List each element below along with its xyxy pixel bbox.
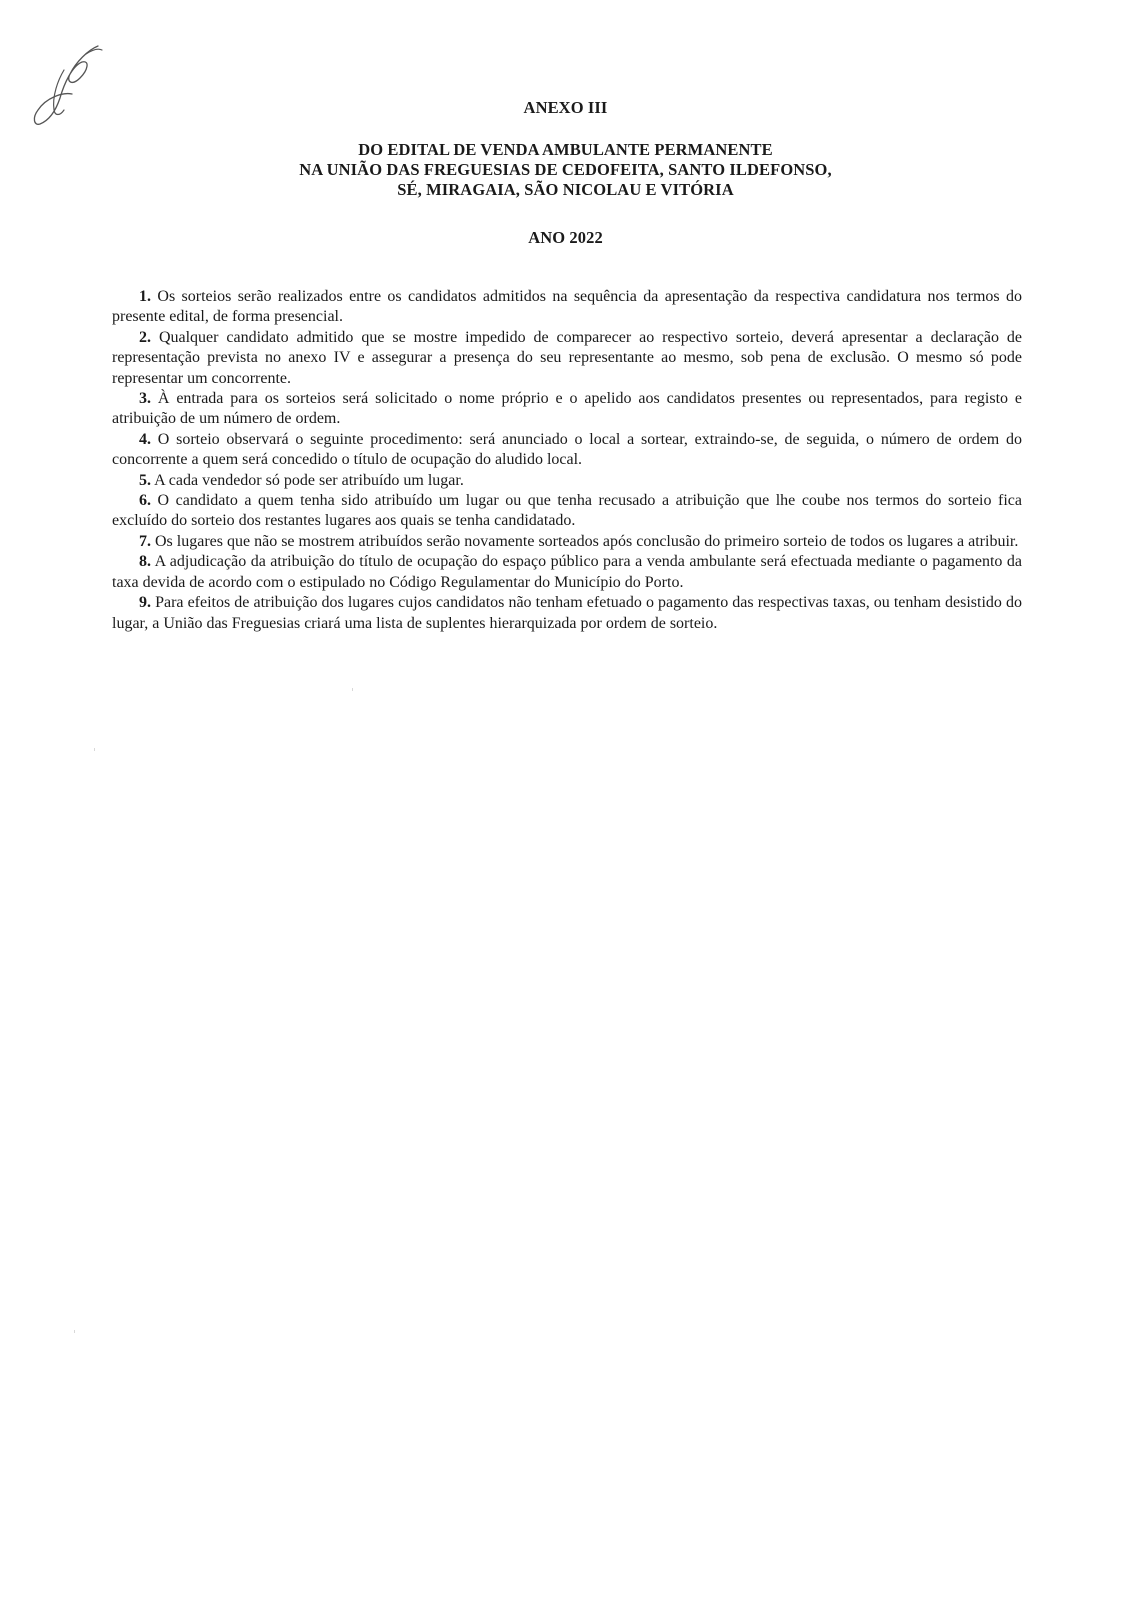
clause-text: Para efeitos de atribuição dos lugares cujos candidatos não tenham efetuado o pagamento das respectivas taxas, ou tenham desistido do lugar, a União das Freguesias criará uma lista de suplentes hierarquizada por ordem de sorteio. <box>112 594 1022 632</box>
clause-text: A adjudicação da atribuição do título de ocupação do espaço público para a venda ambulante será efectuada mediante o pagamento da taxa devida de acordo com o estipulado no Código Regulamentar do Município do Porto. <box>112 553 1023 591</box>
clause-number: 4. <box>139 430 151 448</box>
clause-3 <box>112 389 1022 430</box>
clause-text: O candidato a quem tenha sido atribuído um lugar ou que tenha recusado a atribuição que lhe coube nos termos do sorteio fica excluído do sorteio dos restantes lugares aos quais se tenha candidatado. <box>112 492 1023 530</box>
annex-title: ANEXO III <box>523 98 608 117</box>
clause-text: Os sorteios serão realizados entre os candidatos admitidos na sequência da apresentação da respectiva candidatura nos termos do presente edital, de forma presencial. <box>112 288 1023 326</box>
clause-8 <box>112 552 1022 593</box>
year-heading: ANO 2022 <box>528 228 603 247</box>
clause-text: Os lugares que não se mostrem atribuídos serão novamente sorteados após conclusão do primeiro sorteio de todos os lugares a atribuir. <box>155 532 1019 550</box>
clause-number: 3. <box>139 390 151 408</box>
clause-number: 5. <box>139 471 151 489</box>
clause-2 <box>112 328 1022 389</box>
edital-heading-line-1: DO EDITAL DE VENDA AMBULANTE PERMANENTE <box>358 140 773 159</box>
clause-5 <box>112 471 1022 491</box>
clause-text: A cada vendedor só pode ser atribuído um lugar. <box>154 471 464 489</box>
clause-text: O sorteio observará o seguinte procedimento: será anunciado o local a sortear, extraindo-se, de seguida, o número de ordem do concorrente a quem será concedido o título de ocupação do aludido local. <box>112 430 1022 469</box>
edital-heading-line-2: NA UNIÃO DAS FREGUESIAS DE CEDOFEITA, SANTO ILDEFONSO, <box>299 160 832 179</box>
edital-heading-line-3: SÉ, MIRAGAIA, SÃO NICOLAU E VITÓRIA <box>397 180 734 199</box>
clause-4 <box>112 430 1022 471</box>
clause-number: 7. <box>139 532 151 550</box>
clause-9 <box>112 593 1022 634</box>
clause-number: 8. <box>139 553 151 571</box>
scan-speck <box>352 688 353 691</box>
clause-text: Qualquer candidato admitido que se mostre impedido de comparecer ao respectivo sorteio, deverá apresentar a declaração de representação prevista no anexo IV e assegurar a presença do seu representante ao mesmo, sob pena de exclusão. O mesmo só pode representar um concorrente. <box>112 328 1022 387</box>
edital-heading <box>0 140 1131 200</box>
clause-number: 2. <box>139 328 151 346</box>
scan-speck <box>74 1330 75 1333</box>
clause-6 <box>112 491 1022 532</box>
scan-speck <box>94 748 95 751</box>
clause-number: 6. <box>139 492 151 510</box>
clause-number: 9. <box>139 594 151 612</box>
clause-number: 1. <box>139 288 151 305</box>
clause-1 <box>112 287 1022 328</box>
clauses-list <box>112 287 1022 634</box>
clause-7 <box>112 532 1022 552</box>
clause-text: À entrada para os sorteios será solicitado o nome próprio e o apelido aos candidatos presentes ou representados, para registo e atribuição de um número de ordem. <box>112 390 1022 428</box>
